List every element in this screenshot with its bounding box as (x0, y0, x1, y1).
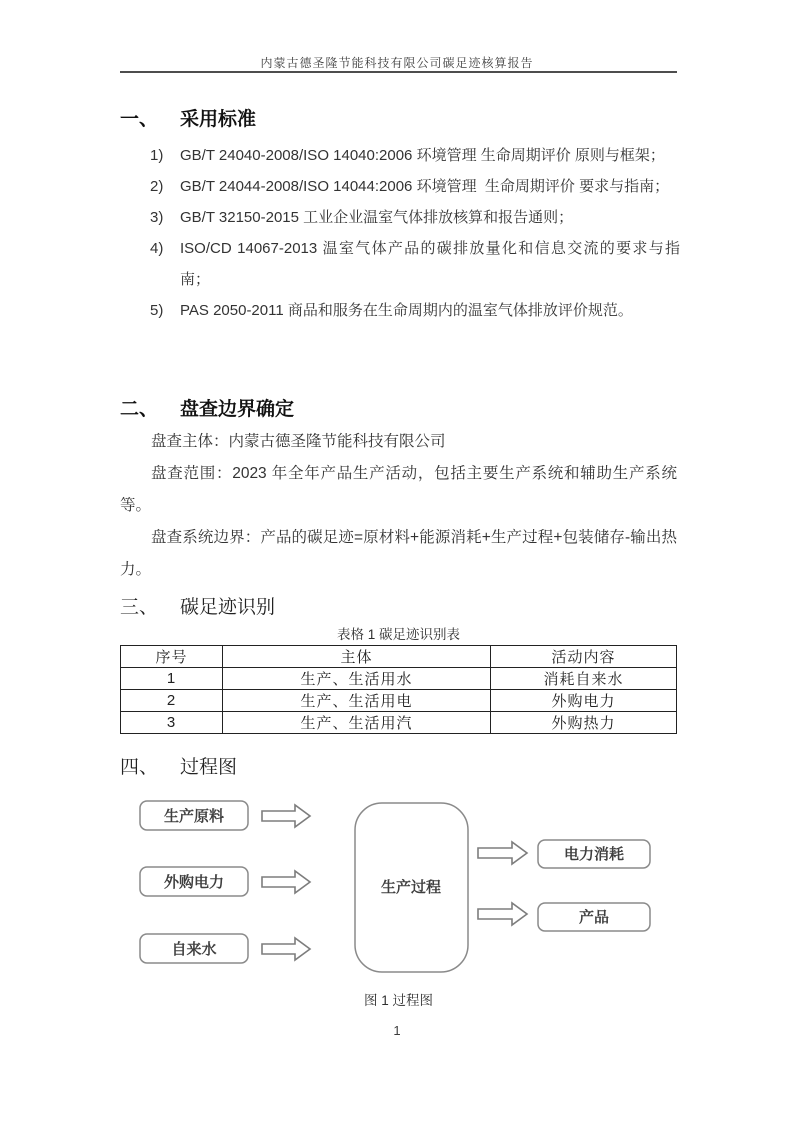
section-3-heading (120, 592, 275, 619)
output-label-product: 产品 (578, 909, 610, 926)
list-item (150, 202, 680, 233)
page-header-title: 内蒙古德圣隆节能科技有限公司碳足迹核算报告 (260, 56, 534, 70)
arrow-icon (262, 871, 310, 893)
boundary-paragraphs (120, 426, 677, 586)
page-number: 1 (393, 1023, 401, 1038)
figure-caption: 图 1 过程图 (363, 993, 433, 1008)
list-item-text: GB/T 24044-2008/ISO 14044:2006 环境管理 生命周期评价 要求与指南； (180, 178, 670, 195)
output-label-electricity-consumption: 电力消耗 (563, 846, 625, 863)
list-item-text: GB/T 32150-2015 工业企业温室气体排放核算和报告通则； (180, 209, 574, 226)
cell-activity: 外购热力 (491, 712, 677, 734)
table-row (121, 690, 677, 712)
table-caption: 表格 1 碳足迹识别表 (336, 627, 460, 642)
cell-index: 1 (121, 668, 223, 690)
standards-list (150, 140, 680, 326)
section-2-title: 盘查边界确定 (180, 399, 295, 420)
table-row (121, 712, 677, 734)
arrow-icon (478, 842, 527, 864)
list-item-marker: 4) (150, 240, 164, 257)
list-item (150, 295, 680, 326)
footprint-identification-table (120, 645, 677, 734)
process-label: 生产过程 (380, 879, 442, 896)
input-label-purchased-electricity: 外购电力 (163, 874, 225, 891)
cell-subject: 生产、生活用电 (223, 690, 491, 712)
section-4-heading (120, 752, 237, 779)
paragraph-scope: 盘查范围：2023 年全年产品生产活动，包括主要生产系统和辅助生产系统等。 (120, 465, 677, 514)
list-item-text: GB/T 24040-2008/ISO 14040:2006 环境管理 生命周期评价 原则与框架； (180, 147, 665, 164)
list-item (150, 233, 680, 295)
section-2-heading (120, 394, 294, 421)
cell-index: 2 (121, 690, 223, 712)
section-1-number: 一、 (120, 109, 159, 130)
section-3-title: 碳足迹识别 (180, 597, 276, 618)
header-rule (120, 71, 677, 73)
cell-index: 3 (121, 712, 223, 734)
paragraph-subject: 盘查主体：内蒙古德圣隆节能科技有限公司 (151, 433, 446, 450)
column-header-subject: 主体 (223, 646, 491, 668)
list-item-marker: 3) (150, 209, 164, 226)
process-flow-diagram (100, 790, 700, 985)
cell-activity: 外购电力 (491, 690, 677, 712)
cell-subject: 生产、生活用水 (223, 668, 491, 690)
section-1-title: 采用标准 (180, 109, 257, 130)
process-flow-svg (100, 790, 700, 985)
list-item-marker: 2) (150, 178, 164, 195)
cell-activity: 消耗自来水 (491, 668, 677, 690)
arrow-icon (262, 805, 310, 827)
list-item-text: PAS 2050-2011 商品和服务在生命周期内的温室气体排放评价规范。 (180, 302, 633, 319)
section-3-number: 三、 (120, 597, 159, 618)
paragraph-system-boundary: 盘查系统边界：产品的碳足迹=原材料+能源消耗+生产过程+包装储存-输出热力。 (120, 529, 677, 578)
list-item-text: ISO/CD 14067-2013 温室气体产品的碳排放量化和信息交流的要求与指南； (180, 240, 680, 288)
input-label-raw-material: 生产原料 (163, 808, 225, 825)
arrow-icon (478, 903, 527, 925)
table-row (121, 668, 677, 690)
arrow-icon (262, 938, 310, 960)
section-4-number: 四、 (120, 757, 159, 778)
section-1-heading (120, 104, 256, 131)
input-label-tap-water: 自来水 (171, 941, 217, 958)
table-header-row (121, 646, 677, 668)
column-header-index: 序号 (121, 646, 223, 668)
list-item-marker: 5) (150, 302, 164, 319)
column-header-activity: 活动内容 (491, 646, 677, 668)
cell-subject: 生产、生活用汽 (223, 712, 491, 734)
list-item (150, 171, 680, 202)
list-item-marker: 1) (150, 147, 164, 164)
list-item (150, 140, 680, 171)
section-4-title: 过程图 (180, 757, 238, 778)
section-2-number: 二、 (120, 399, 159, 420)
